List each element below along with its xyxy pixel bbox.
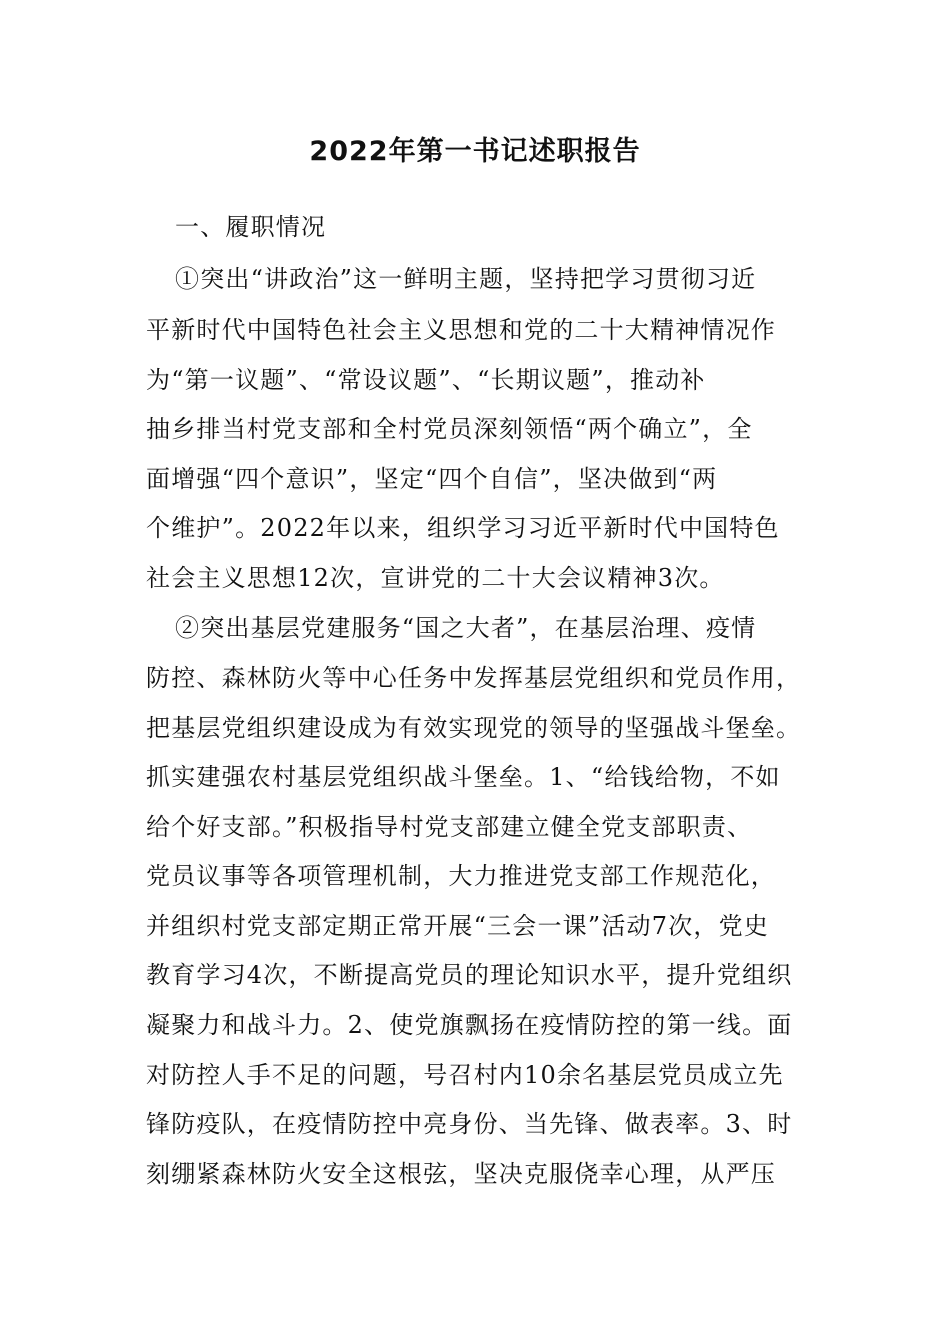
document-title: 2022年第一书记述职报告 [309, 136, 641, 167]
paragraph-line: 平新时代中国特色社会主义思想和党的二十大精神情况作 [146, 316, 776, 344]
paragraph-line: 抽乡排当村党支部和全村党员深刻领悟“两个确立”，全 [146, 415, 753, 443]
paragraph-line: 教育学习4次，不断提高党员的理论知识水平，提升党组织 [146, 961, 793, 989]
paragraph-line: 凝聚力和战斗力。2、使党旗飘扬在疫情防控的第一线。面 [146, 1011, 793, 1039]
paragraph-line: 党员议事等各项管理机制，大力推进党支部工作规范化， [146, 862, 776, 890]
paragraph-line: 社会主义思想12次，宣讲党的二十大会议精神3次。 [146, 564, 725, 592]
paragraph-line: 个维护”。2022年以来，组织学习习近平新时代中国特色 [146, 514, 780, 542]
paragraph-line: 给个好支部。”积极指导村党支部建立健全党支部职责、 [146, 813, 753, 841]
paragraph-line: 面增强“四个意识”，坚定“四个自信”，坚决做到“两 [146, 465, 718, 493]
paragraph-line: 刻绷紧森林防火安全这根弦，坚决克服侥幸心理，从严压 [146, 1160, 776, 1188]
paragraph-line: 为“第一议题”、“常设议题”、“长期议题”，推动补 [146, 366, 706, 394]
paragraph-line: 锋防疫队，在疫情防控中亮身份、当先锋、做表率。3、时 [146, 1110, 793, 1138]
paragraph-line: 并组织村党支部定期正常开展“三会一课”活动7次，党史 [146, 912, 770, 940]
paragraph-line: 把基层党组织建设成为有效实现党的领导的坚强战斗堡垒。 [146, 714, 802, 742]
paragraph-line: 抓实建强农村基层党组织战斗堡垒。1、“给钱给物，不如 [146, 763, 781, 791]
paragraph-line: ①突出“讲政治”这一鲜明主题，坚持把学习贯彻习近 [175, 265, 757, 293]
paragraph-line: ②突出基层党建服务“国之大者”，在基层治理、疫情 [175, 614, 757, 642]
section-heading: 一、履职情况 [175, 213, 327, 241]
paragraph-line: 防控、森林防火等中心任务中发挥基层党组织和党员作用， [146, 664, 802, 692]
paragraph-line: 对防控人手不足的问题，号召村内10余名基层党员成立先 [146, 1061, 784, 1089]
